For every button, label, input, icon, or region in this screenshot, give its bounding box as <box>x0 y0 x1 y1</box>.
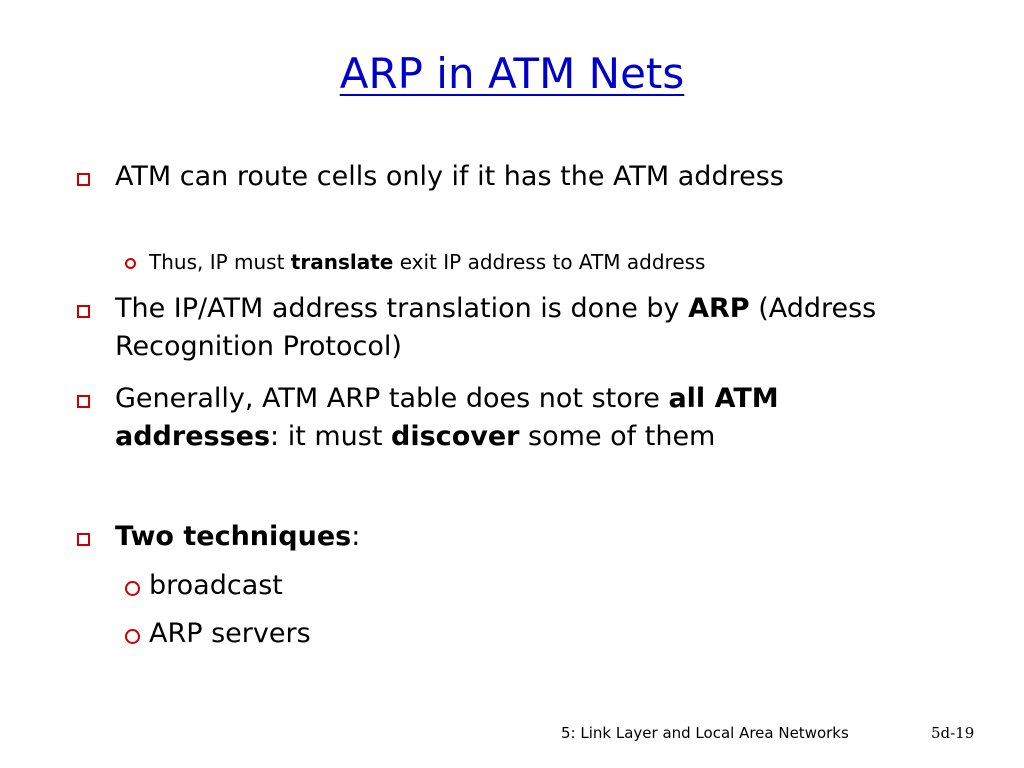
slide-title <box>0 44 1024 104</box>
footer-page-number: 5d-19 <box>931 724 975 742</box>
circle-bullet-icon <box>125 258 136 269</box>
bullet-text: Generally, ATM ARP table does not store all ATM addresses: it must discover some of them <box>115 383 779 452</box>
square-bullet-icon <box>77 173 90 186</box>
bullet-two-techniques <box>77 518 915 556</box>
subbullet-text: Thus, IP must translate exit IP address to ATM address <box>149 250 706 274</box>
square-bullet-icon <box>77 533 90 546</box>
subbullet-arp-servers <box>125 615 311 653</box>
bullet-address-translation-arp <box>77 290 915 366</box>
circle-bullet-icon <box>125 629 140 644</box>
footer-chapter: 5: Link Layer and Local Area Networks <box>561 724 849 742</box>
bullet-arp-table-discover <box>77 380 915 456</box>
bullet-text: ATM can route cells only if it has the ATM address <box>115 161 784 192</box>
subbullet-text: broadcast <box>149 570 283 601</box>
square-bullet-icon <box>77 395 90 408</box>
circle-bullet-icon <box>125 581 140 596</box>
bullet-text: Two techniques: <box>115 521 361 552</box>
bullet-atm-route-cells <box>77 158 915 196</box>
subbullet-ip-translate <box>125 248 705 276</box>
bullet-text: The IP/ATM address translation is done by ARP (Address Recognition Protocol) <box>115 293 877 362</box>
square-bullet-icon <box>77 305 90 318</box>
subbullet-broadcast <box>125 567 283 605</box>
subbullet-text: ARP servers <box>149 618 311 649</box>
slide-title-text: ARP in ATM Nets <box>339 49 685 98</box>
